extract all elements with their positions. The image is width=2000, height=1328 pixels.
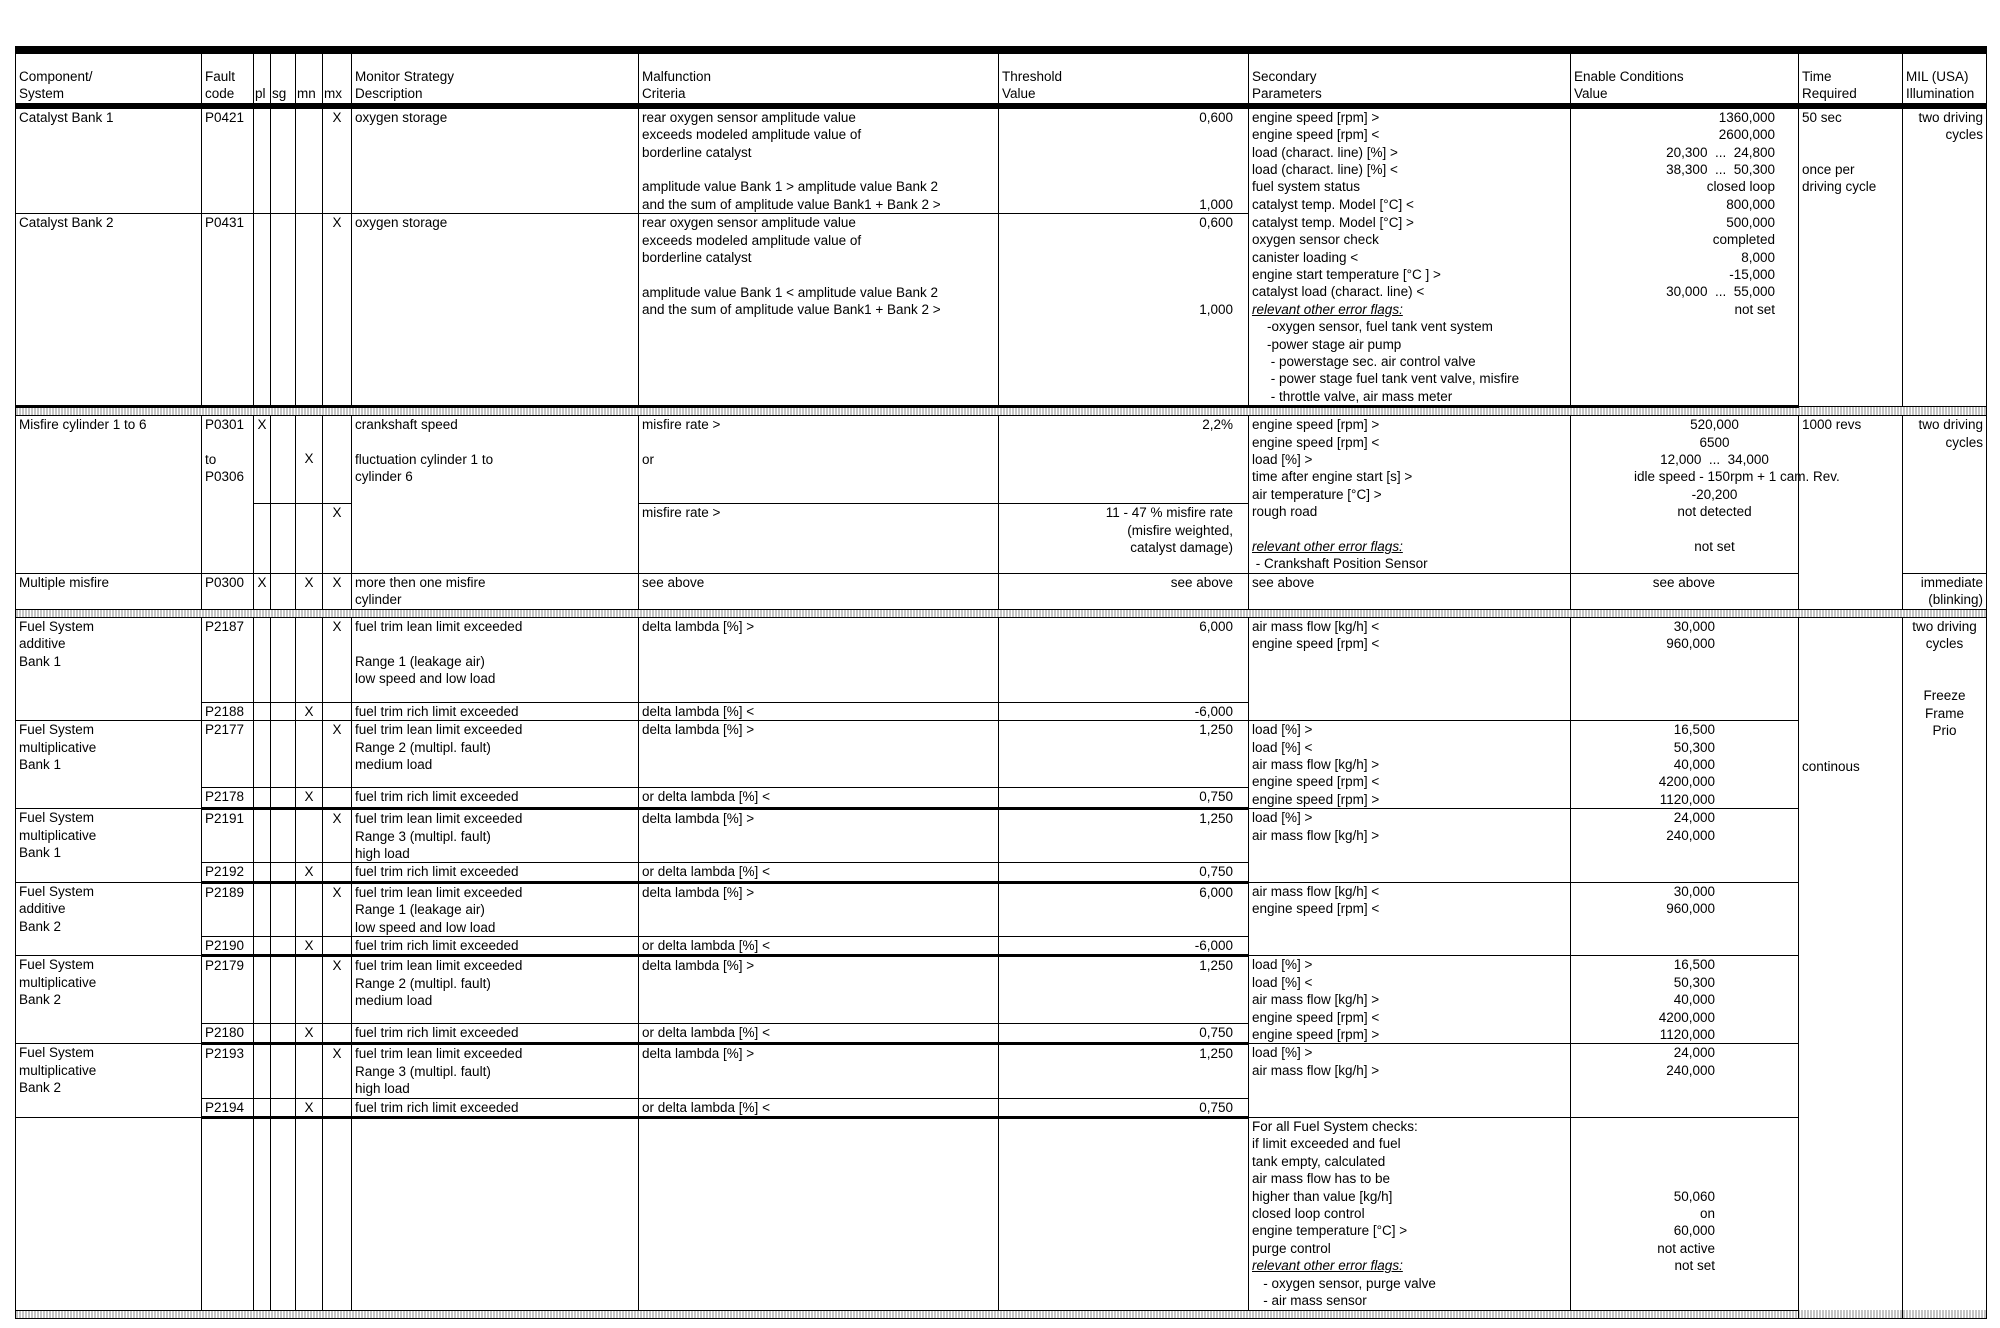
secondary-cell: engine speed [rpm] > engine speed [rpm] < load [%] > time after engine start [s] > air temperature [°C] > rough road relevant other error flags: - Crankshaft Position Sensor [1249,416,1571,574]
threshold-cell: see above [999,573,1249,609]
monitor-cell: fuel trim rich limit exceeded [352,936,639,955]
mn-mark: X [296,416,323,504]
monitor-cell: fuel trim lean limit exceeded Range 3 (multipl. fault) high load [352,1044,639,1098]
monitor-cell: oxygen storage [352,106,639,214]
mx-mark: X [323,882,352,936]
table-row-fuel-mult-bank-1-range-2-lean [16,721,1987,788]
secondary-cell: load [%] > load [%] < air mass flow [kg/h] > engine speed [rpm] < engine speed [rpm] > [1249,721,1571,809]
error-flags-label: relevant other error flags: [1252,1258,1403,1274]
malfunction-cell: delta lambda [%] > [639,617,999,702]
monitor-cell: oxygen storage [352,214,639,407]
monitor-cell: more then one misfire cylinder [352,573,639,609]
header-secondary: Secondary Parameters [1249,50,1571,106]
pl-mark: X [254,416,271,504]
header-pl: pl [254,50,271,106]
fault-code-cell: P2193 [202,1044,254,1098]
mx-mark: X [323,721,352,788]
threshold-cell: 0,750 [999,863,1249,882]
monitor-cell: fuel trim rich limit exceeded [352,1024,639,1044]
header-sg: sg [271,50,296,106]
enable-cell: 1360,000 2600,000 20,300 ... 24,800 38,300 ... 50,300 closed loop 800,000 [1571,106,1799,214]
table-row-fuel-additive-bank-2-lean [16,882,1987,936]
mx-mark: X [323,573,352,609]
monitor-cell: fuel trim rich limit exceeded [352,863,639,882]
header-mx: mx [323,50,352,106]
monitor-cell: fuel trim rich limit exceeded [352,1098,639,1117]
malfunction-cell: or delta lambda [%] < [639,788,999,809]
mx-mark: X [323,1044,352,1098]
component-cell: Fuel System additive Bank 2 [16,882,202,956]
malfunction-cell: rear oxygen sensor amplitude value exceeds modeled amplitude value of borderline catalyst amplitude value Bank 1 > amplitude value Bank 2 and the sum of amplitude value Bank1 + Bank 2 > [639,106,999,214]
malfunction-cell: or delta lambda [%] < [639,863,999,882]
malfunction-cell: delta lambda [%] > [639,721,999,788]
monitor-cell: crankshaft speed fluctuation cylinder 1 to cylinder 6 [352,416,639,574]
secondary-cell: For all Fuel System checks: if limit exceeded and fuel tank empty, calculated air mass flow has to be higher than value [kg/h] closed loop control engine temperature [°C] > purge control relevant other error flags: - oxygen sensor, purge valve - air mass sensor [1249,1118,1571,1310]
enable-cell: 500,000 completed 8,000 -15,000 30,000 ... 55,000 not set [1571,214,1799,407]
fault-code-cell: P0301 to P0306 [202,416,254,574]
fault-code-cell: P2190 [202,936,254,955]
malfunction-cell: delta lambda [%] < [639,702,999,720]
time-cell: 1000 revs [1799,416,1903,609]
enable-cell: 24,000 240,000 [1571,1044,1799,1118]
fault-code-cell: P2194 [202,1098,254,1117]
component-cell: Fuel System multiplicative Bank 2 [16,1044,202,1118]
threshold-cell: 1,250 [999,809,1249,863]
header-mn: mn [296,50,323,106]
fault-code-cell: P2180 [202,1024,254,1044]
malfunction-cell: or delta lambda [%] < [639,1098,999,1117]
enable-cell: 30,000 960,000 [1571,882,1799,956]
malfunction-cell: delta lambda [%] > [639,956,999,1024]
header-malfunction: Malfunction Criteria [639,50,999,106]
secondary-cell: load [%] > air mass flow [kg/h] > [1249,1044,1571,1118]
monitor-cell: fuel trim rich limit exceeded [352,788,639,809]
mx-mark: X [323,617,352,702]
fault-code-cell: P2188 [202,702,254,720]
malfunction-cell: delta lambda [%] > [639,809,999,863]
enable-cell: 520,000 6500 12,000 ... 34,000 idle speed - 150rpm + 1 cam. Rev. -20,200 not detected not set [1571,416,1799,574]
mx-mark: X [323,106,352,214]
monitor-cell: fuel trim lean limit exceeded Range 1 (leakage air) low speed and low load [352,617,639,702]
table-row-fuel-mult-bank-2-range-2-lean [16,956,1987,1024]
table-row-catalyst-bank-2 [16,214,1987,407]
table-row-misfire [16,416,1987,504]
fault-code-cell: P0431 [202,214,254,407]
mil-cell: two driving cycles [1903,416,1987,574]
mil-cell: immediate (blinking) [1903,573,1987,609]
threshold-cell: -6,000 [999,936,1249,955]
fault-code-cell: P2177 [202,721,254,788]
pl-mark: X [254,573,271,609]
monitor-cell: fuel trim lean limit exceeded Range 3 (multipl. fault) high load [352,809,639,863]
threshold-cell: 11 - 47 % misfire rate (misfire weighted, catalyst damage) [999,504,1249,574]
separator [16,609,1987,617]
header-threshold: Threshold Value [999,50,1249,106]
monitor-table [15,46,1987,1319]
threshold-cell: 1,250 [999,1044,1249,1098]
threshold-cell: 0,600 1,000 [999,214,1249,407]
threshold-cell: -6,000 [999,702,1249,720]
enable-cell: 16,500 50,300 40,000 4200,000 1120,000 [1571,956,1799,1044]
fault-code-cell: P2187 [202,617,254,702]
mx-mark: X [323,956,352,1024]
mil-cell: two driving cycles [1903,106,1987,407]
monitor-cell: fuel trim lean limit exceeded Range 1 (leakage air) low speed and low load [352,882,639,936]
enable-cell: 24,000 240,000 [1571,809,1799,883]
malfunction-cell: misfire rate > [639,504,999,574]
fault-code-cell: P0421 [202,106,254,214]
threshold-cell: 0,750 [999,1098,1249,1117]
header-row [16,50,1987,106]
threshold-cell: 1,250 [999,956,1249,1024]
threshold-cell: 6,000 [999,882,1249,936]
malfunction-cell: misfire rate > or [639,416,999,504]
secondary-cell: load [%] > load [%] < air mass flow [kg/h] > engine speed [rpm] < engine speed [rpm] > [1249,956,1571,1044]
mx-mark: X [323,504,352,574]
mil-cell: two driving cycles Freeze Frame Prio [1903,617,1987,1318]
mx-mark: X [323,214,352,407]
threshold-cell: 2,2% [999,416,1249,504]
fault-code-cell: P0300 [202,573,254,609]
error-flags-label: relevant other error flags: [1252,301,1403,317]
secondary-cell: air mass flow [kg/h] < engine speed [rpm] < [1249,617,1571,720]
table-row-fuel-mult-bank-2-range-3-lean [16,1044,1987,1098]
threshold-cell: 6,000 [999,617,1249,702]
mn-mark: X [296,1024,323,1044]
table-row-fuel-additive-bank-1-lean [16,617,1987,702]
threshold-cell: 0,750 [999,788,1249,809]
threshold-cell: 1,250 [999,721,1249,788]
component-cell: Fuel System additive Bank 1 [16,617,202,702]
malfunction-cell: see above [639,573,999,609]
fault-code-cell: P2191 [202,809,254,863]
enable-cell: 16,500 50,300 40,000 4200,000 1120,000 [1571,721,1799,809]
header-time: Time Required [1799,50,1903,106]
time-cell: continous [1799,617,1903,1318]
fault-code-cell: P2192 [202,863,254,882]
secondary-cell: engine speed [rpm] > engine speed [rpm] < load (charact. line) [%] > load (charact. line) [%] < fuel system status catalyst temp. Model [°C] < [1249,106,1571,214]
secondary-cell: see above [1249,573,1571,609]
component-cell: Catalyst Bank 2 [16,214,202,407]
secondary-cell: air mass flow [kg/h] < engine speed [rpm] < [1249,882,1571,956]
monitor-cell: fuel trim rich limit exceeded [352,702,639,720]
threshold-cell: 0,600 1,000 [999,106,1249,214]
header-monitor: Monitor Strategy Description [352,50,639,106]
threshold-cell: 0,750 [999,1024,1249,1044]
malfunction-cell: delta lambda [%] > [639,1044,999,1098]
monitor-cell: fuel trim lean limit exceeded Range 2 (multipl. fault) medium load [352,956,639,1024]
error-flags-label: relevant other error flags: [1252,539,1403,555]
enable-cell: 30,000 960,000 [1571,617,1799,720]
separator [16,407,1987,416]
table-row-fuel-mult-bank-1-range-3-lean [16,809,1987,863]
component-cell: Catalyst Bank 1 [16,106,202,214]
malfunction-cell: delta lambda [%] > [639,882,999,936]
header-enable: Enable Conditions Value [1571,50,1799,106]
mn-mark: X [296,1098,323,1117]
mx-mark: X [323,809,352,863]
table-row-fuel-general-conditions [16,1118,1987,1310]
monitor-cell: fuel trim lean limit exceeded Range 2 (multipl. fault) medium load [352,721,639,788]
fault-code-cell: P2178 [202,788,254,809]
separator [16,1310,1987,1318]
header-component: Component/ System [16,50,202,106]
component-cell: Fuel System multiplicative Bank 1 [16,809,202,883]
malfunction-cell: or delta lambda [%] < [639,1024,999,1044]
table-row-multiple-misfire [16,573,1987,609]
mn-mark: X [296,702,323,720]
enable-cell: see above [1571,573,1799,609]
table-row-catalyst-bank-1 [16,106,1987,214]
malfunction-cell: or delta lambda [%] < [639,936,999,955]
enable-cell: 50,060 on 60,000 not active not set [1571,1118,1799,1310]
mn-mark: X [296,863,323,882]
component-cell: Fuel System multiplicative Bank 1 [16,721,202,809]
fault-code-cell: P2189 [202,882,254,936]
time-cell: 50 sec once per driving cycle [1799,106,1903,407]
mn-mark: X [296,788,323,809]
malfunction-cell: rear oxygen sensor amplitude value exceeds modeled amplitude value of borderline catalyst amplitude value Bank 1 < amplitude value Bank 2 and the sum of amplitude value Bank1 + Bank 2 > [639,214,999,407]
fault-code-cell: P2179 [202,956,254,1024]
secondary-cell: load [%] > air mass flow [kg/h] > [1249,809,1571,883]
mn-mark: X [296,936,323,955]
mn-mark: X [296,573,323,609]
component-cell: Misfire cylinder 1 to 6 [16,416,202,574]
header-mil: MIL (USA) Illumination [1903,50,1987,106]
component-cell: Multiple misfire [16,573,202,609]
header-fault-code: Fault code [202,50,254,106]
secondary-cell: catalyst temp. Model [°C] > oxygen sensor check canister loading < engine start temperature [°C ] > catalyst load (charact. line) < relevant other error flags: -oxygen sensor, fuel tank vent system -power stage air pump - powerstage sec. air control valve - power stage fuel tank vent valve, misfire - throttle valve, air mass meter [1249,214,1571,407]
component-cell: Fuel System multiplicative Bank 2 [16,956,202,1044]
